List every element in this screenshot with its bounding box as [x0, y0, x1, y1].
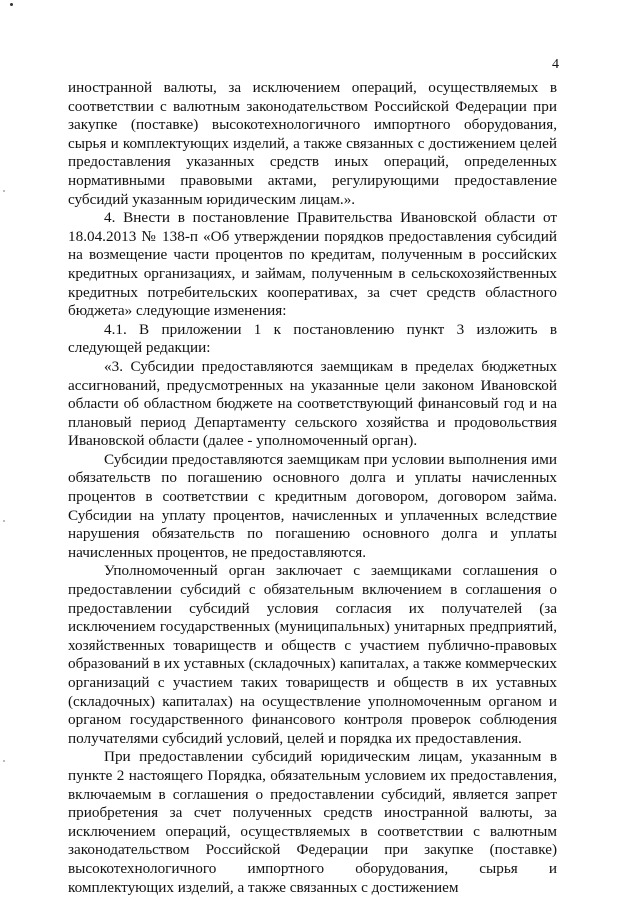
paragraph-agreements: Уполномоченный орган заключает с заемщиками соглашения о предоставлении субсидий с обязательным включением в соглашения о предоставлении субсидий условия согласия их получателей (за исключением государственных (муниципальных) унитарных предприятий, хозяйственных товариществ и обществ с участием публично-правовых образований в их уставных (складочных) капиталах, а также коммерческих организаций с участием таких товариществ и обществ в их уставных (складочных) капиталах) на осуществление уполномоченным органом и органом государственного финансового контроля проверок соблюдения получателями субсидий условий, целей и порядка их предоставления.: [68, 562, 557, 747]
scan-speck: [3, 190, 5, 192]
page-number: 4: [552, 57, 559, 72]
scan-speck: [3, 760, 5, 762]
paragraph-conditions: Субсидии предоставляются заемщикам при условии выполнения ими обязательств по погашению основного долга и уплаты начисленных процентов в соответствии с кредитным договором, договором займа. Субсидии на уплату процентов, начисленных и уплаченных вследствие нарушения обязательств по погашению основного долга и уплаты начисленных процентов, не предоставляются.: [68, 450, 557, 561]
paragraph-legal-entities: При предоставлении субсидий юридическим лицам, указанным в пункте 2 настоящего Порядка, обязательным условием их предоставления, включаемым в соглашения о предоставлении субсидий, является запрет приобретения за счет полученных средств иностранной валюты, за исключением операций, осуществляемых в соответствии с валютным законодательством Российской Федерации при закупке (поставке) высокотехнологичного импортного оборудования, сырья и комплектующих изделий, а также связанных с достижением: [68, 748, 557, 896]
paragraph-point-3: «3. Субсидии предоставляются заемщикам в пределах бюджетных ассигнований, предусмотренных на указанные цели законом Ивановской области об областном бюджете на соответствующий финансовый год и на плановый период Департаменту сельского хозяйства и продовольствия Ивановской области (далее - уполномоченный орган).: [68, 357, 557, 450]
scan-speck: [3, 520, 5, 522]
paragraph-item-4: 4. Внести в постановление Правительства Ивановской области от 18.04.2013 № 138-п «Об утверждении порядков предоставления субсидий на возмещение части процентов по кредитам, полученным в российских кредитных организациях, и займам, полученным в сельскохозяйственных кредитных потребительских кооперативах, за счет средств областного бюджета» следующие изменения:: [68, 209, 557, 320]
scan-mark: [10, 3, 13, 6]
document-body: [68, 79, 557, 897]
paragraph-continued: иностранной валюты, за исключением операций, осуществляемых в соответствии с валютным законодательством Российской Федерации при закупке (поставке) высокотехнологичного импортного оборудования, сырья и комплектующих изделий, а также связанных с достижением целей предоставления указанных средств иных операций, определенных нормативными правовыми актами, регулирующими предоставление субсидий указанным юридическим лицам.».: [68, 79, 557, 208]
paragraph-item-4-1: 4.1. В приложении 1 к постановлению пункт 3 изложить в следующей редакции:: [68, 320, 557, 357]
